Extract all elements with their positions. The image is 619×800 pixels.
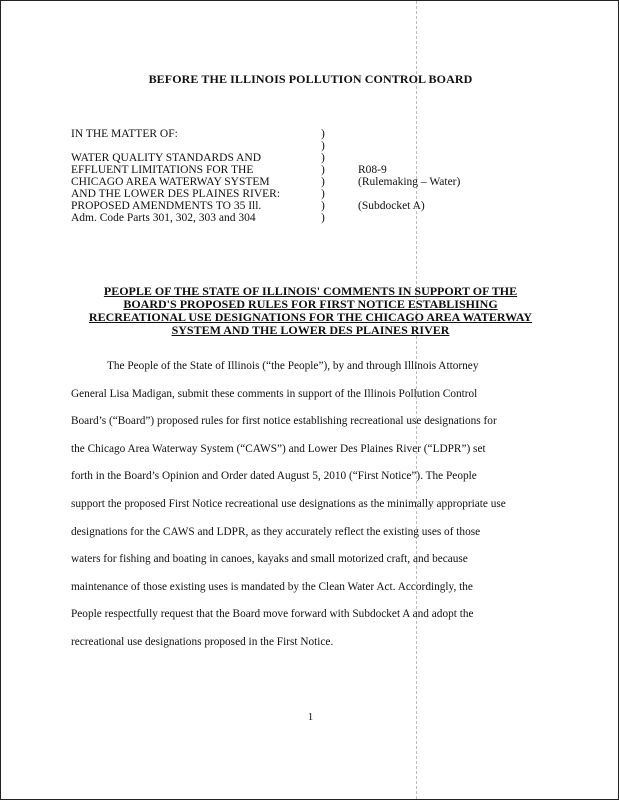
body-paragraph: [71, 353, 550, 657]
court-header: BEFORE THE ILLINOIS POLLUTION CONTROL BOARD: [148, 72, 473, 86]
caption-left-text: PROPOSED AMENDMENTS TO 35 Ill.: [71, 200, 262, 212]
caption-left-text: EFFLUENT LIMITATIONS FOR THE: [71, 164, 254, 176]
caption-row: [71, 128, 571, 140]
body-line: Board’s (“Board”) proposed rules for first notice establishing recreational use designations for: [71, 415, 497, 428]
body-line: waters for fishing and boating in canoes, kayaks and small motorized craft, and because: [71, 553, 468, 566]
caption-paren: ): [321, 128, 325, 140]
caption-paren: ): [321, 152, 325, 164]
caption-paren: ): [321, 188, 325, 200]
caption-row: [71, 140, 571, 152]
caption-row: [71, 212, 571, 224]
caption-left-text: CHICAGO AREA WATERWAY SYSTEM: [71, 176, 270, 188]
caption-paren: ): [321, 164, 325, 176]
comments-title-line: BOARD'S PROPOSED RULES FOR FIRST NOTICE ESTABLISHING: [123, 297, 498, 311]
caption-row: [71, 176, 571, 188]
comments-title: [71, 285, 550, 337]
caption-right-text: (Rulemaking – Water): [358, 176, 461, 188]
caption-left-text: IN THE MATTER OF:: [71, 128, 178, 140]
page-number: 1: [307, 711, 314, 723]
body-line: designations for the CAWS and LDPR, as they accurately reflect the existing uses of those: [71, 525, 481, 538]
comments-title-line: RECREATIONAL USE DESIGNATIONS FOR THE CHICAGO AREA WATERWAY: [88, 310, 533, 324]
body-line: People respectfully request that the Board move forward with Subdocket A and adopt the: [71, 608, 474, 621]
caption-row: [71, 188, 571, 200]
caption-paren: ): [321, 140, 325, 152]
caption-paren: ): [321, 176, 325, 188]
caption-left-text: [71, 140, 321, 152]
caption-left-text: AND THE LOWER DES PLAINES RIVER:: [71, 188, 281, 200]
caption-row: [71, 152, 571, 164]
caption-left-text: Adm. Code Parts 301, 302, 303 and 304: [71, 212, 256, 224]
caption-left-text: WATER QUALITY STANDARDS AND: [71, 152, 261, 164]
caption-paren: ): [321, 200, 325, 212]
body-line: forth in the Board’s Opinion and Order dated August 5, 2010 (“First Notice”). The People: [71, 470, 477, 483]
body-line: support the proposed First Notice recreational use designations as the minimally appropriate use: [71, 497, 506, 510]
caption-right-text: (Subdocket A): [358, 200, 425, 212]
comments-title-line: PEOPLE OF THE STATE OF ILLINOIS' COMMENTS IN SUPPORT OF THE: [103, 284, 518, 298]
caption-row: [71, 164, 571, 176]
body-line: General Lisa Madigan, submit these comments in support of the Illinois Pollution Control: [71, 387, 478, 400]
caption-paren: ): [321, 212, 325, 224]
body-line: recreational use designations proposed in the First Notice.: [71, 635, 334, 648]
caption-row: [71, 200, 571, 212]
case-caption: [71, 128, 571, 224]
body-line: maintenance of those existing uses is mandated by the Clean Water Act. Accordingly, the: [71, 580, 473, 593]
body-line: the Chicago Area Waterway System (“CAWS”) and Lower Des Plaines River (“LDPR”) set: [71, 442, 486, 455]
caption-right-text: R08-9: [358, 164, 387, 176]
comments-title-line: SYSTEM AND THE LOWER DES PLAINES RIVER: [171, 323, 450, 337]
body-line: The People of the State of Illinois (“the People”), by and through Illinois Attorney: [107, 360, 479, 372]
